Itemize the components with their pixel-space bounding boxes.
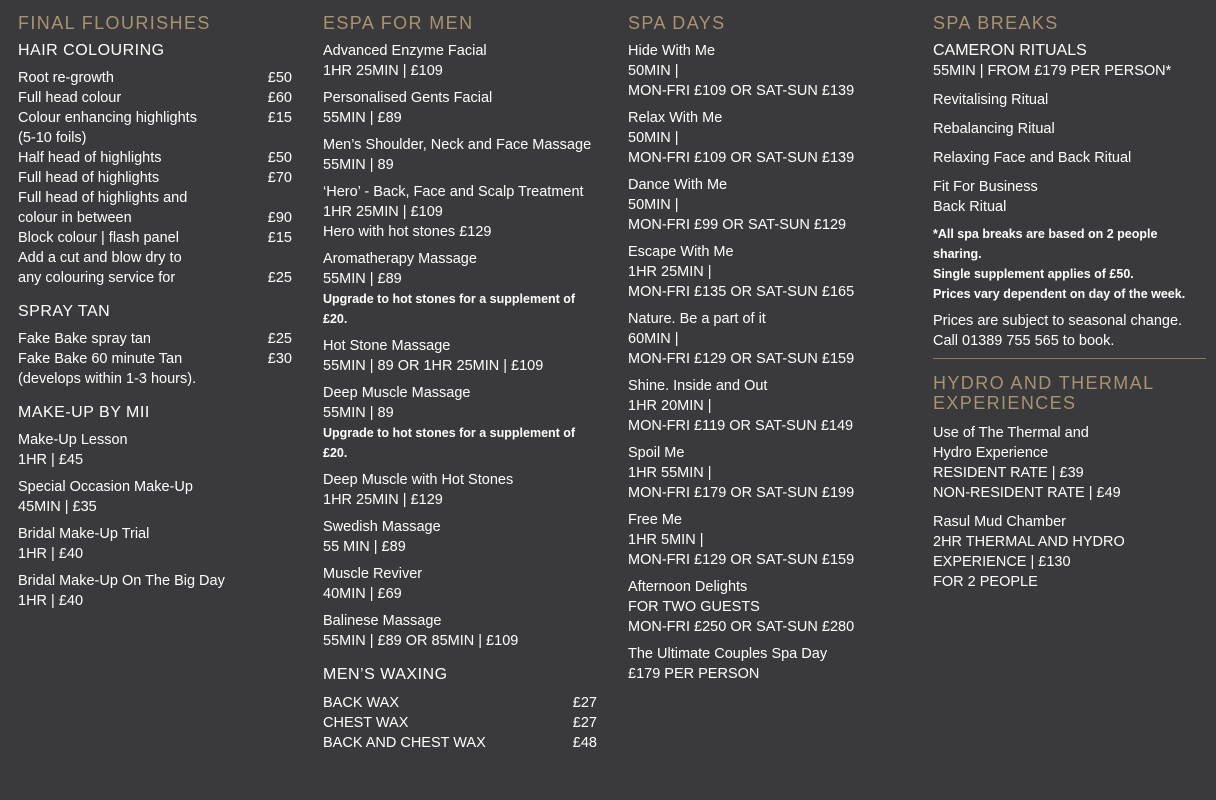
treatment-name: Deep Muscle with Hot Stones xyxy=(323,472,514,488)
spa-day-price: MON-FRI £250 OR SAT-SUN £280 xyxy=(628,619,855,635)
treatment-note: Upgrade to hot stones for a supplement of £20. xyxy=(323,292,576,326)
makeup-item-detail: 1HR | £45 xyxy=(18,452,84,468)
treatment-extra: Hero with hot stones £129 xyxy=(323,224,492,240)
price-row-value: £50 xyxy=(267,150,292,166)
espa-treatment xyxy=(323,564,597,604)
price-row xyxy=(18,68,292,88)
espa-treatment xyxy=(323,41,597,81)
spa-day-price: MON-FRI £129 OR SAT-SUN £159 xyxy=(628,351,855,367)
espa-treatment xyxy=(323,249,597,329)
price-row xyxy=(323,693,597,713)
price-row-label: Fake Bake 60 minute Tan xyxy=(18,351,183,367)
espa-treatment xyxy=(323,470,597,510)
price-row-value: £27 xyxy=(572,695,597,711)
spa-day-name: The Ultimate Couples Spa Day xyxy=(628,646,828,662)
spa-day-name: Shine. Inside and Out xyxy=(628,378,768,394)
hydro-thermal-heading: HYDRO AND THERMAL EXPERIENCES xyxy=(933,373,1155,413)
price-row-label: Fake Bake spray tan xyxy=(18,331,151,347)
spa-day-duration: 1HR 5MIN | xyxy=(628,532,704,548)
price-row-label: any colouring service for xyxy=(18,270,176,286)
espa-treatment xyxy=(323,336,597,376)
spa-day-item xyxy=(628,510,908,570)
spa-day-item xyxy=(628,644,908,684)
spa-day-name: Afternoon Delights xyxy=(628,579,748,595)
price-row-label: Full head of highlights xyxy=(18,170,160,186)
price-row-value: £30 xyxy=(267,351,292,367)
spa-breaks-notes xyxy=(933,224,1206,304)
price-row-value: £48 xyxy=(572,735,597,751)
price-row xyxy=(18,329,292,349)
spa-day-item xyxy=(628,376,908,436)
makeup-item-detail: 45MIN | £35 xyxy=(18,499,97,515)
mens-waxing-title: MEN’S WAXING xyxy=(323,666,448,683)
price-row xyxy=(18,268,292,288)
espa-for-men-heading: ESPA FOR MEN xyxy=(323,13,474,33)
ritual-relaxing: Relaxing Face and Back Ritual xyxy=(933,150,1132,166)
treatment-detail: 55MIN | £89 OR 85MIN | £109 xyxy=(323,633,519,649)
treatment-detail: 55 MIN | £89 xyxy=(323,539,406,555)
ritual-fit-for-business xyxy=(933,177,1206,217)
price-row-value: £25 xyxy=(267,270,292,286)
spa-day-price: MON-FRI £99 OR SAT-SUN £129 xyxy=(628,217,847,233)
spa-day-price: MON-FRI £135 OR SAT-SUN £165 xyxy=(628,284,855,300)
price-row-value: £15 xyxy=(267,110,292,126)
rasul-line-2: 2HR THERMAL AND HYDRO xyxy=(933,534,1125,550)
price-row-value: £27 xyxy=(572,715,597,731)
spray-tan-list xyxy=(18,329,292,389)
spa-day-item xyxy=(628,443,908,503)
spa-day-item xyxy=(628,309,908,369)
price-row-value: £60 xyxy=(267,90,292,106)
price-row-value: £90 xyxy=(267,210,292,226)
price-row-label: Root re-growth xyxy=(18,70,114,86)
makeup-item-name: Bridal Make-Up Trial xyxy=(18,526,150,542)
price-row-label: (develops within 1-3 hours). xyxy=(18,371,197,387)
treatment-detail: 55MIN | 89 OR 1HR 25MIN | £109 xyxy=(323,358,544,374)
treatment-detail: 55MIN | £89 xyxy=(323,271,402,287)
spa-breaks-heading: SPA BREAKS xyxy=(933,13,1059,33)
seasonal-line-2: Call 01389 755 565 to book. xyxy=(933,333,1115,349)
price-row xyxy=(18,148,292,168)
price-row xyxy=(18,349,292,369)
makeup-item-detail: 1HR | £40 xyxy=(18,546,84,562)
price-row-label: Full head colour xyxy=(18,90,122,106)
treatment-name: Men’s Shoulder, Neck and Face Massage xyxy=(323,137,592,153)
hair-colouring-title: HAIR COLOURING xyxy=(18,42,165,59)
makeup-item xyxy=(18,477,292,517)
spa-day-item xyxy=(628,41,908,101)
treatment-name: Balinese Massage xyxy=(323,613,442,629)
price-row xyxy=(18,88,292,108)
note-line-1: *All spa breaks are based on 2 people sharing. xyxy=(933,227,1158,261)
spa-day-price: MON-FRI £119 OR SAT-SUN £149 xyxy=(628,418,854,434)
price-row xyxy=(18,188,292,208)
spa-day-price: MON-FRI £129 OR SAT-SUN £159 xyxy=(628,552,855,568)
spa-day-name: Dance With Me xyxy=(628,177,728,193)
spa-day-duration: 1HR 20MIN | xyxy=(628,398,712,414)
cameron-rituals-detail: 55MIN | FROM £179 PER PERSON* xyxy=(933,63,1172,79)
spa-days-column xyxy=(628,13,908,691)
hydro-line-4: NON-RESIDENT RATE | £49 xyxy=(933,485,1121,501)
price-row-value: £25 xyxy=(267,331,292,347)
price-row-label: Colour enhancing highlights xyxy=(18,110,197,126)
treatment-name: ‘Hero’ - Back, Face and Scalp Treatment xyxy=(323,184,584,200)
price-row xyxy=(18,248,292,268)
makeup-list xyxy=(18,430,292,611)
spa-day-name: Nature. Be a part of it xyxy=(628,311,766,327)
treatment-name: Advanced Enzyme Facial xyxy=(323,43,487,59)
makeup-item xyxy=(18,430,292,470)
hydro-line-2: Hydro Experience xyxy=(933,445,1049,461)
ritual-revitalising: Revitalising Ritual xyxy=(933,92,1049,108)
spa-day-duration: 50MIN | xyxy=(628,197,679,213)
espa-treatment xyxy=(323,88,597,128)
spa-day-item xyxy=(628,577,908,637)
spa-day-duration: £179 PER PERSON xyxy=(628,666,760,682)
price-row-value: £70 xyxy=(267,170,292,186)
treatment-detail: 1HR 25MIN | £109 xyxy=(323,204,443,220)
price-row-label: (5-10 foils) xyxy=(18,130,87,146)
spa-day-duration: 50MIN | xyxy=(628,130,679,146)
mens-waxing-list xyxy=(323,693,597,753)
espa-for-men-column xyxy=(323,13,597,753)
spa-day-name: Free Me xyxy=(628,512,682,528)
spray-tan-title: SPRAY TAN xyxy=(18,303,111,320)
final-flourishes-heading: FINAL FLOURISHES xyxy=(18,13,211,33)
makeup-item xyxy=(18,524,292,564)
spa-day-name: Relax With Me xyxy=(628,110,723,126)
spa-day-duration: 50MIN | xyxy=(628,63,679,79)
treatment-detail: 1HR 25MIN | £129 xyxy=(323,492,443,508)
spa-day-price: MON-FRI £179 OR SAT-SUN £199 xyxy=(628,485,855,501)
hydro-experience xyxy=(933,423,1206,503)
price-row-label: CHEST WAX xyxy=(323,715,409,731)
rasul-line-4: FOR 2 PEOPLE xyxy=(933,574,1038,590)
spa-day-item xyxy=(628,175,908,235)
spa-day-item xyxy=(628,108,908,168)
spa-day-name: Spoil Me xyxy=(628,445,685,461)
treatment-detail: 40MIN | £69 xyxy=(323,586,402,602)
fit-line-1: Fit For Business xyxy=(933,179,1038,195)
cameron-rituals xyxy=(933,41,1206,81)
spa-day-item xyxy=(628,242,908,302)
price-row xyxy=(18,369,292,389)
price-row-label: BACK AND CHEST WAX xyxy=(323,735,486,751)
treatment-detail: 1HR 25MIN | £109 xyxy=(323,63,443,79)
spa-day-name: Hide With Me xyxy=(628,43,716,59)
hydro-line-3: RESIDENT RATE | £39 xyxy=(933,465,1084,481)
treatment-name: Aromatherapy Massage xyxy=(323,251,477,267)
spa-day-duration: FOR TWO GUESTS xyxy=(628,599,760,615)
treatment-detail: 55MIN | £89 xyxy=(323,110,402,126)
rasul-mud-chamber xyxy=(933,512,1206,592)
price-row xyxy=(18,208,292,228)
treatment-name: Deep Muscle Massage xyxy=(323,385,471,401)
treatment-detail: 55MIN | 89 xyxy=(323,157,394,173)
spa-day-price: MON-FRI £109 OR SAT-SUN £139 xyxy=(628,150,855,166)
makeup-item-name: Make-Up Lesson xyxy=(18,432,128,448)
seasonal-line-1: Prices are subject to seasonal change. xyxy=(933,313,1183,329)
makeup-item-detail: 1HR | £40 xyxy=(18,593,84,609)
espa-treatment xyxy=(323,517,597,557)
section-divider xyxy=(933,358,1206,359)
spa-days-heading: SPA DAYS xyxy=(628,13,726,33)
note-line-3: Prices vary dependent on day of the week. xyxy=(933,287,1186,301)
spa-day-duration: 1HR 55MIN | xyxy=(628,465,712,481)
spa-day-duration: 1HR 25MIN | xyxy=(628,264,712,280)
price-row-label: Add a cut and blow dry to xyxy=(18,250,182,266)
espa-treatment xyxy=(323,135,597,175)
treatment-detail: 55MIN | 89 xyxy=(323,405,394,421)
treatment-name: Muscle Reviver xyxy=(323,566,423,582)
espa-treatment xyxy=(323,182,597,242)
price-row-label: Block colour | flash panel xyxy=(18,230,179,246)
cameron-rituals-title: CAMERON RITUALS xyxy=(933,42,1087,59)
treatment-name: Swedish Massage xyxy=(323,519,441,535)
spa-day-price: MON-FRI £109 OR SAT-SUN £139 xyxy=(628,83,855,99)
hydro-line-1: Use of The Thermal and xyxy=(933,425,1089,441)
note-line-2: Single supplement applies of £50. xyxy=(933,267,1134,281)
treatment-note: Upgrade to hot stones for a supplement of £20. xyxy=(323,426,576,460)
espa-treatment-list xyxy=(323,41,597,651)
price-row xyxy=(323,733,597,753)
final-flourishes-column xyxy=(18,13,292,618)
price-row-label: Full head of highlights and xyxy=(18,190,188,206)
ritual-rebalancing: Rebalancing Ritual xyxy=(933,121,1055,137)
makeup-item xyxy=(18,571,292,611)
makeup-title: MAKE-UP BY MII xyxy=(18,404,150,421)
rasul-line-1: Rasul Mud Chamber xyxy=(933,514,1066,530)
price-row xyxy=(18,228,292,248)
price-row xyxy=(18,108,292,128)
rasul-line-3: EXPERIENCE | £130 xyxy=(933,554,1071,570)
espa-treatment xyxy=(323,383,597,463)
spa-days-list xyxy=(628,41,908,684)
seasonal-info xyxy=(933,311,1206,351)
price-row-label: BACK WAX xyxy=(323,695,400,711)
makeup-item-name: Bridal Make-Up On The Big Day xyxy=(18,573,225,589)
spa-breaks-column xyxy=(933,13,1206,599)
spa-day-duration: 60MIN | xyxy=(628,331,679,347)
price-row-value: £15 xyxy=(267,230,292,246)
hair-colouring-list xyxy=(18,68,292,288)
treatment-name: Personalised Gents Facial xyxy=(323,90,493,106)
makeup-item-name: Special Occasion Make-Up xyxy=(18,479,193,495)
fit-line-2: Back Ritual xyxy=(933,199,1007,215)
espa-treatment xyxy=(323,611,597,651)
treatment-name: Hot Stone Massage xyxy=(323,338,451,354)
price-row xyxy=(18,128,292,148)
price-row-label: Half head of highlights xyxy=(18,150,162,166)
price-row-value: £50 xyxy=(267,70,292,86)
spa-day-name: Escape With Me xyxy=(628,244,734,260)
price-row xyxy=(18,168,292,188)
price-row xyxy=(323,713,597,733)
price-row-label: colour in between xyxy=(18,210,132,226)
